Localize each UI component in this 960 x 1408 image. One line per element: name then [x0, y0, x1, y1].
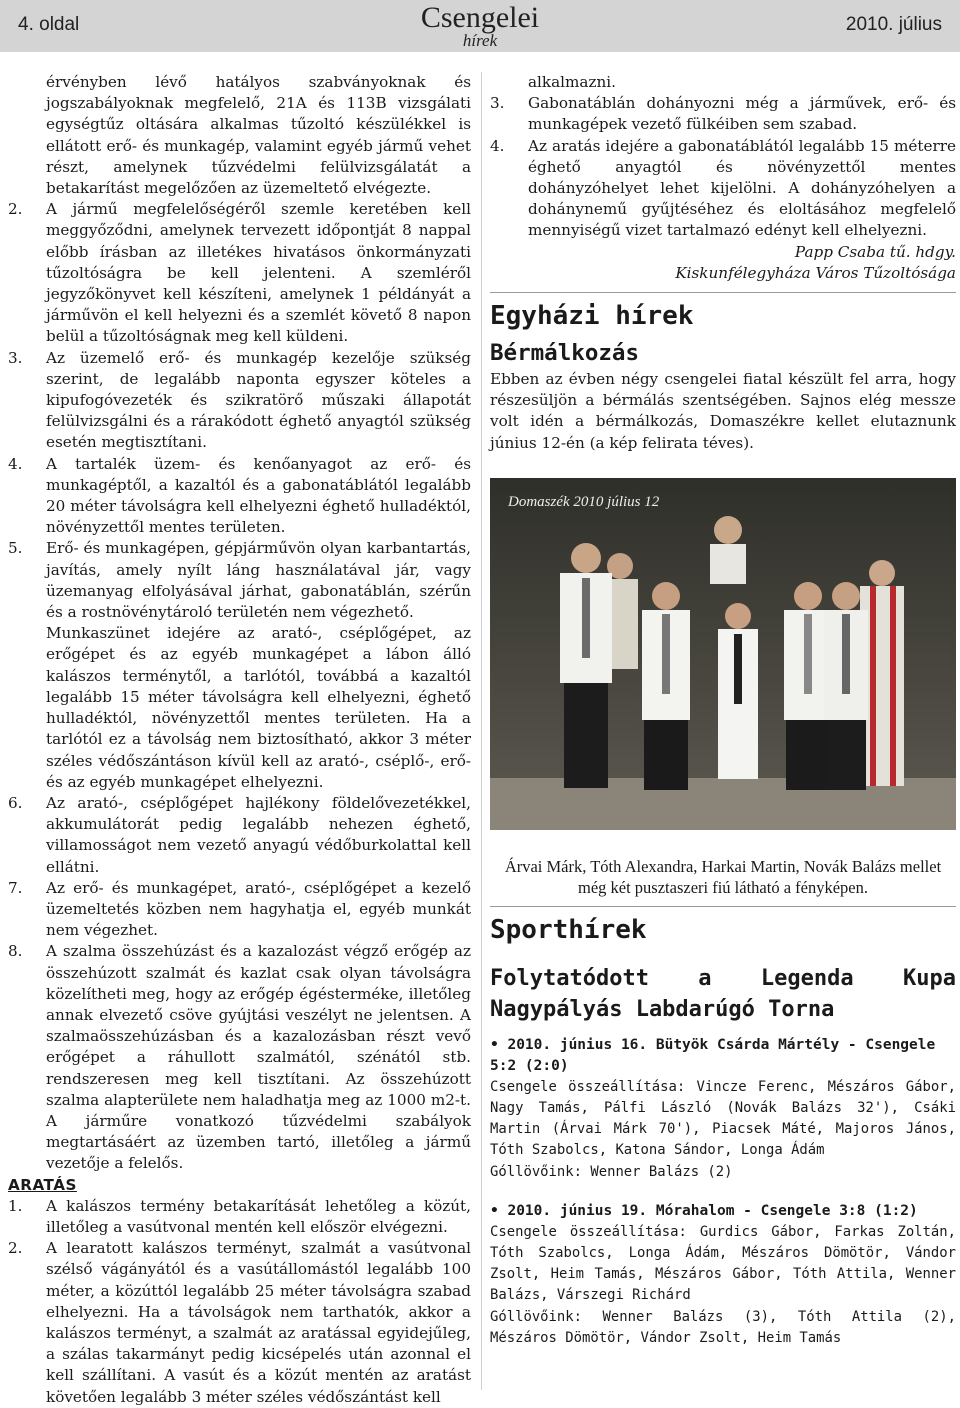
- item-number: 3.: [490, 94, 505, 113]
- page-number: 4. oldal: [18, 14, 80, 35]
- match-1-lineup: Csengele összeállítása: Vincze Ferenc, Mészáros Gábor, Nagy Tamás, Pálfi László (Novák Balázs 32'), Csáki Martin (Árvai Márk 70'), Piacsek Máté, Majoros János, Tóth Szabolcs, Katona Sándor, Longa Ádám: [490, 1078, 956, 1159]
- confirmation-text: Ebben az évben négy csengelei fiatal készült fel arra, hogy részesüljön a bérmálás szentségében. Sajnos elég messze volt idén a bérmálkozás, Domaszékre kellet elutaznunk június 12-én (a kép felirata téves).: [490, 370, 956, 452]
- item-text: Az arató-, cséplőgépet hajlékony földelővezetékkel, akkumulátorát pedig legalább nehezen éghető, villamosságot nem vezető anyagú védőburkolattal kell ellátni.: [46, 793, 471, 876]
- column-divider: [481, 72, 482, 1390]
- item-number: 4.: [490, 136, 505, 155]
- match-2-lineup: Csengele összeállítása: Gurdics Gábor, Farkas Zoltán, Tóth Szabolcs, Longa Ádám, Mészáros Dömötör, Vándor Zsolt, Heim Tamás, Mészáros Gábor, Tóth Attila, Wenner Balázs, Várszegi Richárd: [490, 1223, 956, 1304]
- item-number: 1.: [8, 1196, 23, 1215]
- issue-date: 2010. július: [845, 14, 942, 35]
- item-text: Erő- és munkagépen, gépjárművön olyan karbantartás, javítás, amely nyílt láng használatával jár, vagy üzemanyag elfolyásával járhat, gabonatáblán, szérűn és a rostnövénytároló területén nem végezhető.: [46, 539, 471, 622]
- left-column: [8, 72, 471, 1408]
- aratas-item-1: [8, 1196, 471, 1238]
- right-column: [490, 72, 956, 1349]
- section-separator: [490, 292, 956, 293]
- photo-caption: Árvai Márk, Tóth Alexandra, Harkai Martin, Novák Balázs mellet még két pusztaszeri fiú látható a fényképen.: [504, 856, 942, 897]
- match-2-scorers: Góllövőink: Wenner Balázs (3), Tóth Attila (2), Mészáros Dömötör, Vándor Zsolt, Heim Tamás: [490, 1308, 956, 1346]
- article-title-line-2: Nagypályás Labdarúgó Torna: [490, 996, 835, 1022]
- sport-news-heading: Sporthírek: [490, 914, 647, 945]
- photo-overlay-label: Domaszék 2010 július 12: [508, 493, 660, 510]
- rule-item-3: [8, 348, 471, 454]
- group-photo-image: [490, 478, 956, 830]
- item-text: A learatott kalászos terményt, szalmát a vasútvonal szélső vágányától és a vasútállomástól legalább 100 méter, a közúttól legalább 25 méter távolságra szabad elhelyezni. Ha a távolságok nem tarthatók, akkor a kalászos terményt, a szalmát az aratással egyidejűleg, a szálas takarmányt pedig kicsépelés után azonnal el kell szállítani. A vasút és a közút mentén az aratást követően legalább 3 méter széles védőszántást kell: [46, 1239, 471, 1406]
- item-text: A szalma összehúzást és a kazalozást végző erőgép az összehúzott szalmát és kazlat csak olyan távolságra közelítheti meg, hogy az erőgép égésterméke, illetőleg annak elvezető csöve gyújtási veszélyt ne jelentsen. A szalmaösszehúzásban és a kazalozásban részt vevő erőgépet a ráhullott szalmától, szénától stb. rendszeresen meg kell tisztítani. Az összehúzott szalma alapterülete nem haladhatja meg az 1000 m2-t. A járműre vonatkozó tűzvédelmi szabályok megtartásáért az üzemben tartó, illetőleg a jármű vezetője a felelős.: [46, 942, 471, 1173]
- item-number: 7.: [8, 878, 23, 897]
- aratas-heading: ARATÁS: [8, 1175, 77, 1194]
- continued-line: alkalmazni.: [528, 73, 616, 91]
- item-5-continuation: Munkaszünet idejére az arató-, cséplőgépet, az erőgépet és az egyéb munkagépet a lábon álló kalászos terménytől, a tarlótól, továbbá a kazaltól legalább 15 méter távolságra kell elhelyezni, éghető hulladéktól, növényzettől mentes területen. Ha a tarlótól ez a távolság nem biztosítható, akkor 3 méter széles védőszántáson kívül kell az arató-, cséplő-, erő- és az egyéb munkagépet elhelyezni.: [46, 624, 471, 791]
- section-separator: [490, 906, 956, 907]
- item-text: Az erő- és munkagépet, arató-, cséplőgépet a kezelő üzemeltetés közben nem hagyhatja el, egyéb munkát nem végezhet.: [46, 878, 471, 940]
- masthead: [0, 3, 960, 49]
- item-number: 3.: [8, 348, 23, 367]
- match-2-header: • 2010. június 19. Mórahalom - Csengele 3:8 (1:2): [490, 1202, 918, 1219]
- item-text: A kalászos termény betakarítását lehetőleg a közút, illetőleg a vasútvonal mentén kell először elvégezni.: [46, 1196, 471, 1236]
- signature-organization: Kiskunfélegyháza Város Tűzoltósága: [675, 263, 956, 282]
- aratas-item-2: [8, 1238, 471, 1408]
- church-news-heading: Egyházi hírek: [490, 301, 694, 332]
- item-number: 2.: [8, 1239, 23, 1258]
- item-text: A jármű megfelelőségéről szemle keretében kell meggyőződni, amelynek tervezett időpontját 8 nappal előbb írásban az illetékes hivatásos önkormányzati tűzoltóságra be kell jelenteni. A szemléről jegyzőkönyvet kell készíteni, amelynek 1 példányát a járművön el kell helyezni és a szemlét követő 8 napon belül a tűzoltóságnak meg kell küldeni.: [46, 200, 471, 346]
- rule-item-5: [8, 538, 471, 623]
- rule-item-2: [8, 199, 471, 347]
- intro-paragraph: érvényben lévő hatályos szabványoknak és jogszabályoknak megfelelő, 21A és 113B vizsgálati egységtűz oltására alkalmas tűzoltó készülékkel is ellátott erő- és munkagép, valamint egyéb jármű vehet részt, amelynek tűzvédelmi felülvizsgálatát a betakarítást megelőzően az üzemeltető elvégezte.: [46, 73, 471, 198]
- article-title-line-1: Folytatódott a Legenda Kupa: [490, 965, 956, 991]
- aratas-item-3: [490, 93, 956, 135]
- item-number: 6.: [8, 793, 23, 812]
- signature-name: Papp Csaba tű. hdgy.: [794, 242, 956, 261]
- item-text: A tartalék üzem- és kenőanyagot az erő- és munkagéptől, a kazaltól és a gabonatáblától legalább 20 méter távolságra kell elhelyezni éghető hulladéktól, növényzettől mentes területen.: [46, 454, 471, 537]
- rule-item-6: [8, 793, 471, 878]
- masthead-subtitle: hírek: [462, 31, 498, 50]
- match-1-scorers: Góllövőink: Wenner Balázs (2): [490, 1163, 733, 1180]
- confirmation-heading: Bérmálkozás: [490, 340, 640, 367]
- item-number: 2.: [8, 200, 23, 219]
- item-number: 5.: [8, 539, 23, 558]
- aratas-item-4: [490, 136, 956, 242]
- item-text: Gabonatáblán dohányozni még a járművek, erő- és munkagépek vezető fülkéiben sem szabad.: [528, 94, 956, 134]
- item-number: 8.: [8, 942, 23, 961]
- rule-item-7: [8, 878, 471, 942]
- item-text: Az aratás idejére a gabonatáblától legalább 15 méterre éghető anyagtól és növényzettől mentes dohányzóhelyet lehet kijelölni. A dohányzóhelyen a dohánynemű gyűjtéséhez és eloltásához megfelelő mennyiségű vizet tartalmazó edényt kell elhelyezni.: [528, 136, 956, 240]
- confirmation-photo: [490, 478, 956, 830]
- rule-item-8: [8, 941, 471, 1174]
- masthead-title: Csengelei: [420, 1, 540, 34]
- match-1-header: • 2010. június 16. Bütyök Csárda Mártély - Csengele 5:2 (2:0): [490, 1036, 936, 1074]
- rule-item-4: [8, 454, 471, 539]
- page-header: [0, 0, 960, 52]
- item-text: Az üzemelő erő- és munkagép kezelője szükség szerint, de legalább naponta egyszer köteles a kipufogóvezeték és szikratörő műszaki állapotát felülvizsgálni és a rárakódott éghető anyagtól szükség esetén megtisztítani.: [46, 348, 471, 452]
- item-number: 4.: [8, 454, 23, 473]
